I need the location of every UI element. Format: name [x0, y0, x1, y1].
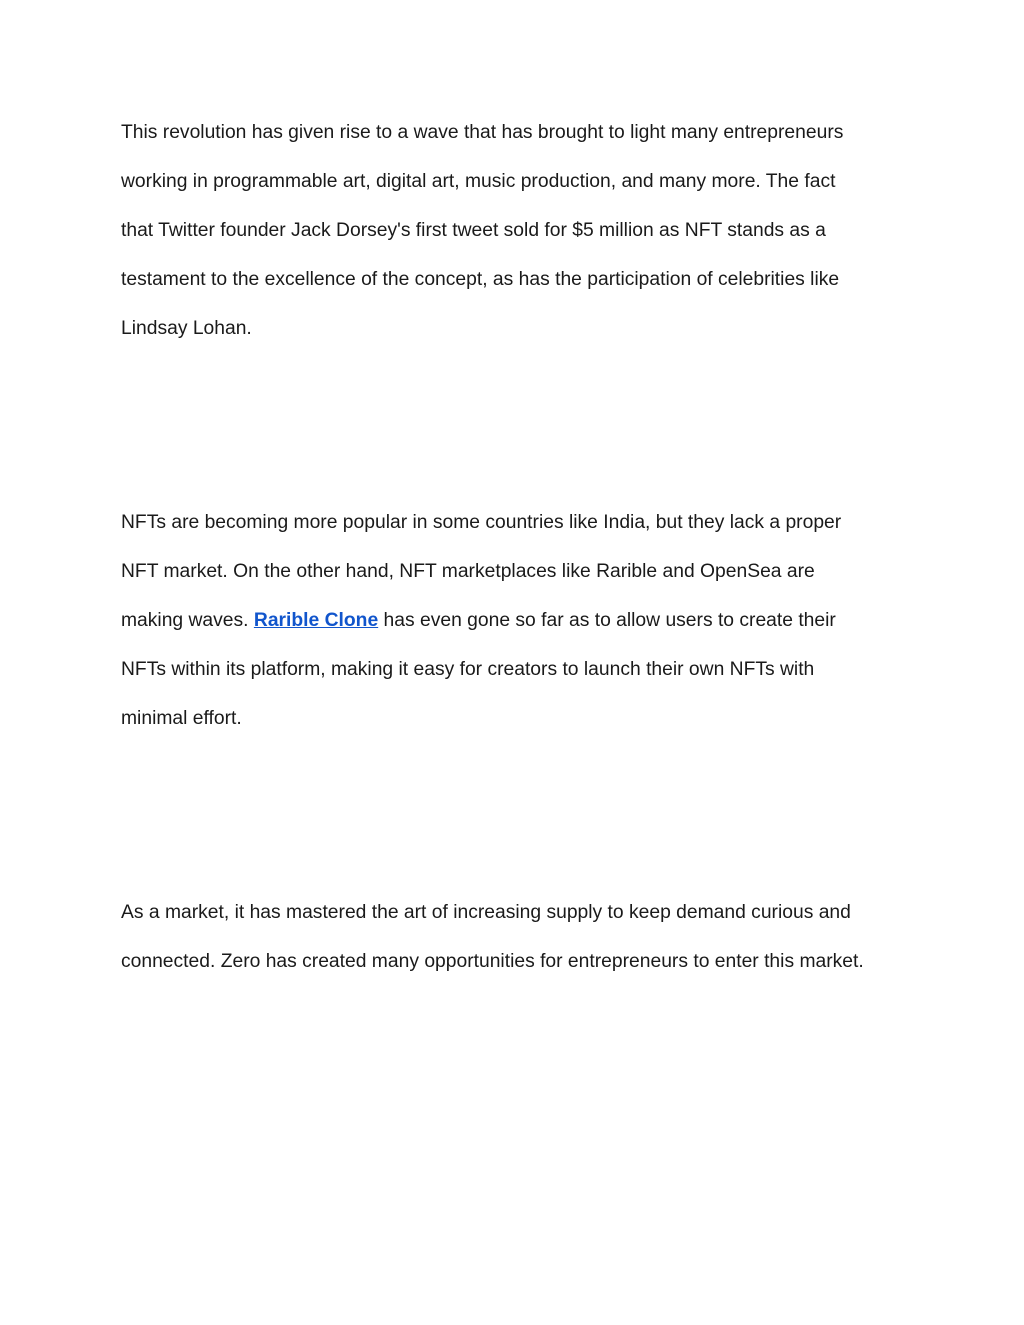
text-line: NFT market. On the other hand, NFT marketplaces like Rarible and OpenSea are	[121, 561, 815, 582]
paragraph-revolution	[121, 108, 911, 353]
text-line: minimal effort.	[121, 708, 242, 729]
text-segment: has even gone so far as to allow users to create their	[378, 610, 836, 631]
paragraph-nft-markets	[121, 498, 911, 743]
paragraph-market-supply	[121, 888, 911, 986]
text-line: NFTs within its platform, making it easy for creators to launch their own NFTs with	[121, 659, 815, 680]
text-line: working in programmable art, digital art, music production, and many more. The fact	[121, 171, 836, 192]
text-line: connected. Zero has created many opportunities for entrepreneurs to enter this market.	[121, 951, 864, 972]
text-line: Lindsay Lohan.	[121, 318, 252, 339]
rarible-clone-link[interactable]: Rarible Clone	[253, 610, 379, 631]
text-line: that Twitter founder Jack Dorsey's first tweet sold for $5 million as NFT stands as a	[121, 220, 826, 241]
text-line: As a market, it has mastered the art of increasing supply to keep demand curious and	[121, 902, 851, 923]
text-line: This revolution has given rise to a wave that has brought to light many entrepreneurs	[121, 122, 844, 143]
text-line: testament to the excellence of the concept, as has the participation of celebrities like	[121, 269, 840, 290]
text-line-with-link	[121, 596, 911, 645]
text-segment: making waves.	[121, 610, 254, 631]
text-line: NFTs are becoming more popular in some countries like India, but they lack a proper	[121, 512, 842, 533]
